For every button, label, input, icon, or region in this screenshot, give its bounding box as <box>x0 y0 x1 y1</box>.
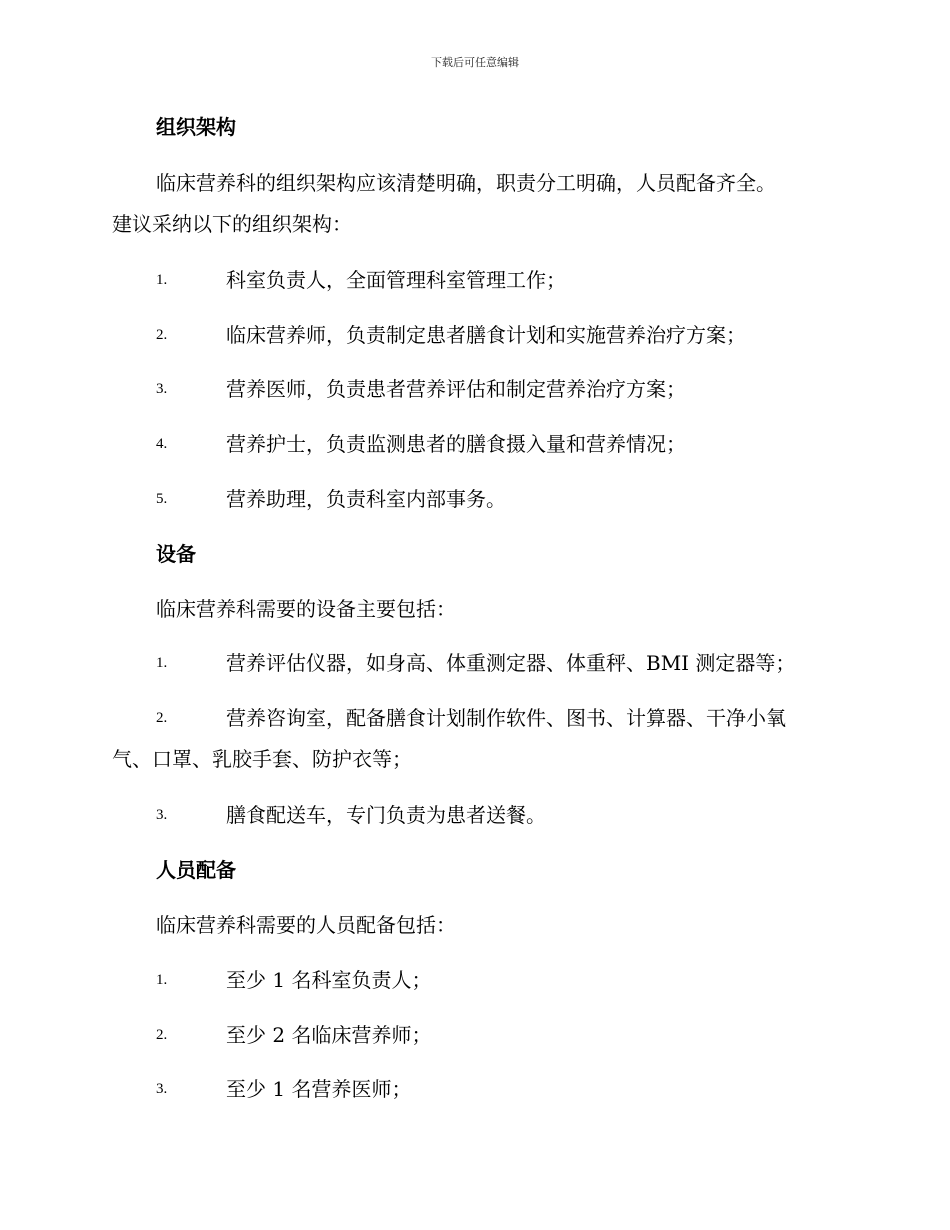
list-number: 4. <box>156 436 168 452</box>
list-item: 营养医师，负责患者营养评估和制定营养治疗方案； <box>226 377 686 401</box>
paragraph-line: 临床营养科需要的人员配备包括： <box>156 913 456 937</box>
page-header: 下载后可任意编辑 <box>431 56 519 69</box>
list-number: 2. <box>156 327 168 343</box>
list-item-continuation: 气、口罩、乳胶手套、防护衣等； <box>112 747 412 771</box>
list-number: 1. <box>156 972 168 988</box>
section-heading-staff: 人员配备 <box>156 858 236 882</box>
list-item: 营养评估仪器，如身高、体重测定器、体重秤、BMI 测定器等； <box>226 651 796 675</box>
list-number: 1. <box>156 655 168 671</box>
paragraph-line: 临床营养科需要的设备主要包括： <box>156 597 456 621</box>
list-number: 5. <box>156 491 168 507</box>
section-heading-org: 组织架构 <box>156 115 236 139</box>
list-item: 营养咨询室，配备膳食计划制作软件、图书、计算器、干净小氧 <box>226 706 786 730</box>
list-item: 膳食配送车，专门负责为患者送餐。 <box>226 803 546 827</box>
section-heading-equipment: 设备 <box>156 542 196 566</box>
list-item: 临床营养师，负责制定患者膳食计划和实施营养治疗方案； <box>226 323 746 347</box>
list-number: 3. <box>156 1081 168 1097</box>
list-item: 营养助理，负责科室内部事务。 <box>226 487 506 511</box>
list-item: 至少 1 名营养医师； <box>226 1077 412 1101</box>
list-number: 2. <box>156 1027 168 1043</box>
list-item: 至少 1 名科室负责人； <box>226 968 432 992</box>
list-number: 2. <box>156 710 168 726</box>
paragraph-line: 建议采纳以下的组织架构： <box>112 212 352 236</box>
list-item: 营养护士，负责监测患者的膳食摄入量和营养情况； <box>226 432 686 456</box>
list-number: 1. <box>156 272 168 288</box>
paragraph-line: 临床营养科的组织架构应该清楚明确，职责分工明确，人员配备齐全。 <box>156 171 776 195</box>
list-number: 3. <box>156 381 168 397</box>
list-item: 科室负责人，全面管理科室管理工作； <box>226 268 566 292</box>
list-number: 3. <box>156 807 168 823</box>
list-item: 至少 2 名临床营养师； <box>226 1023 432 1047</box>
